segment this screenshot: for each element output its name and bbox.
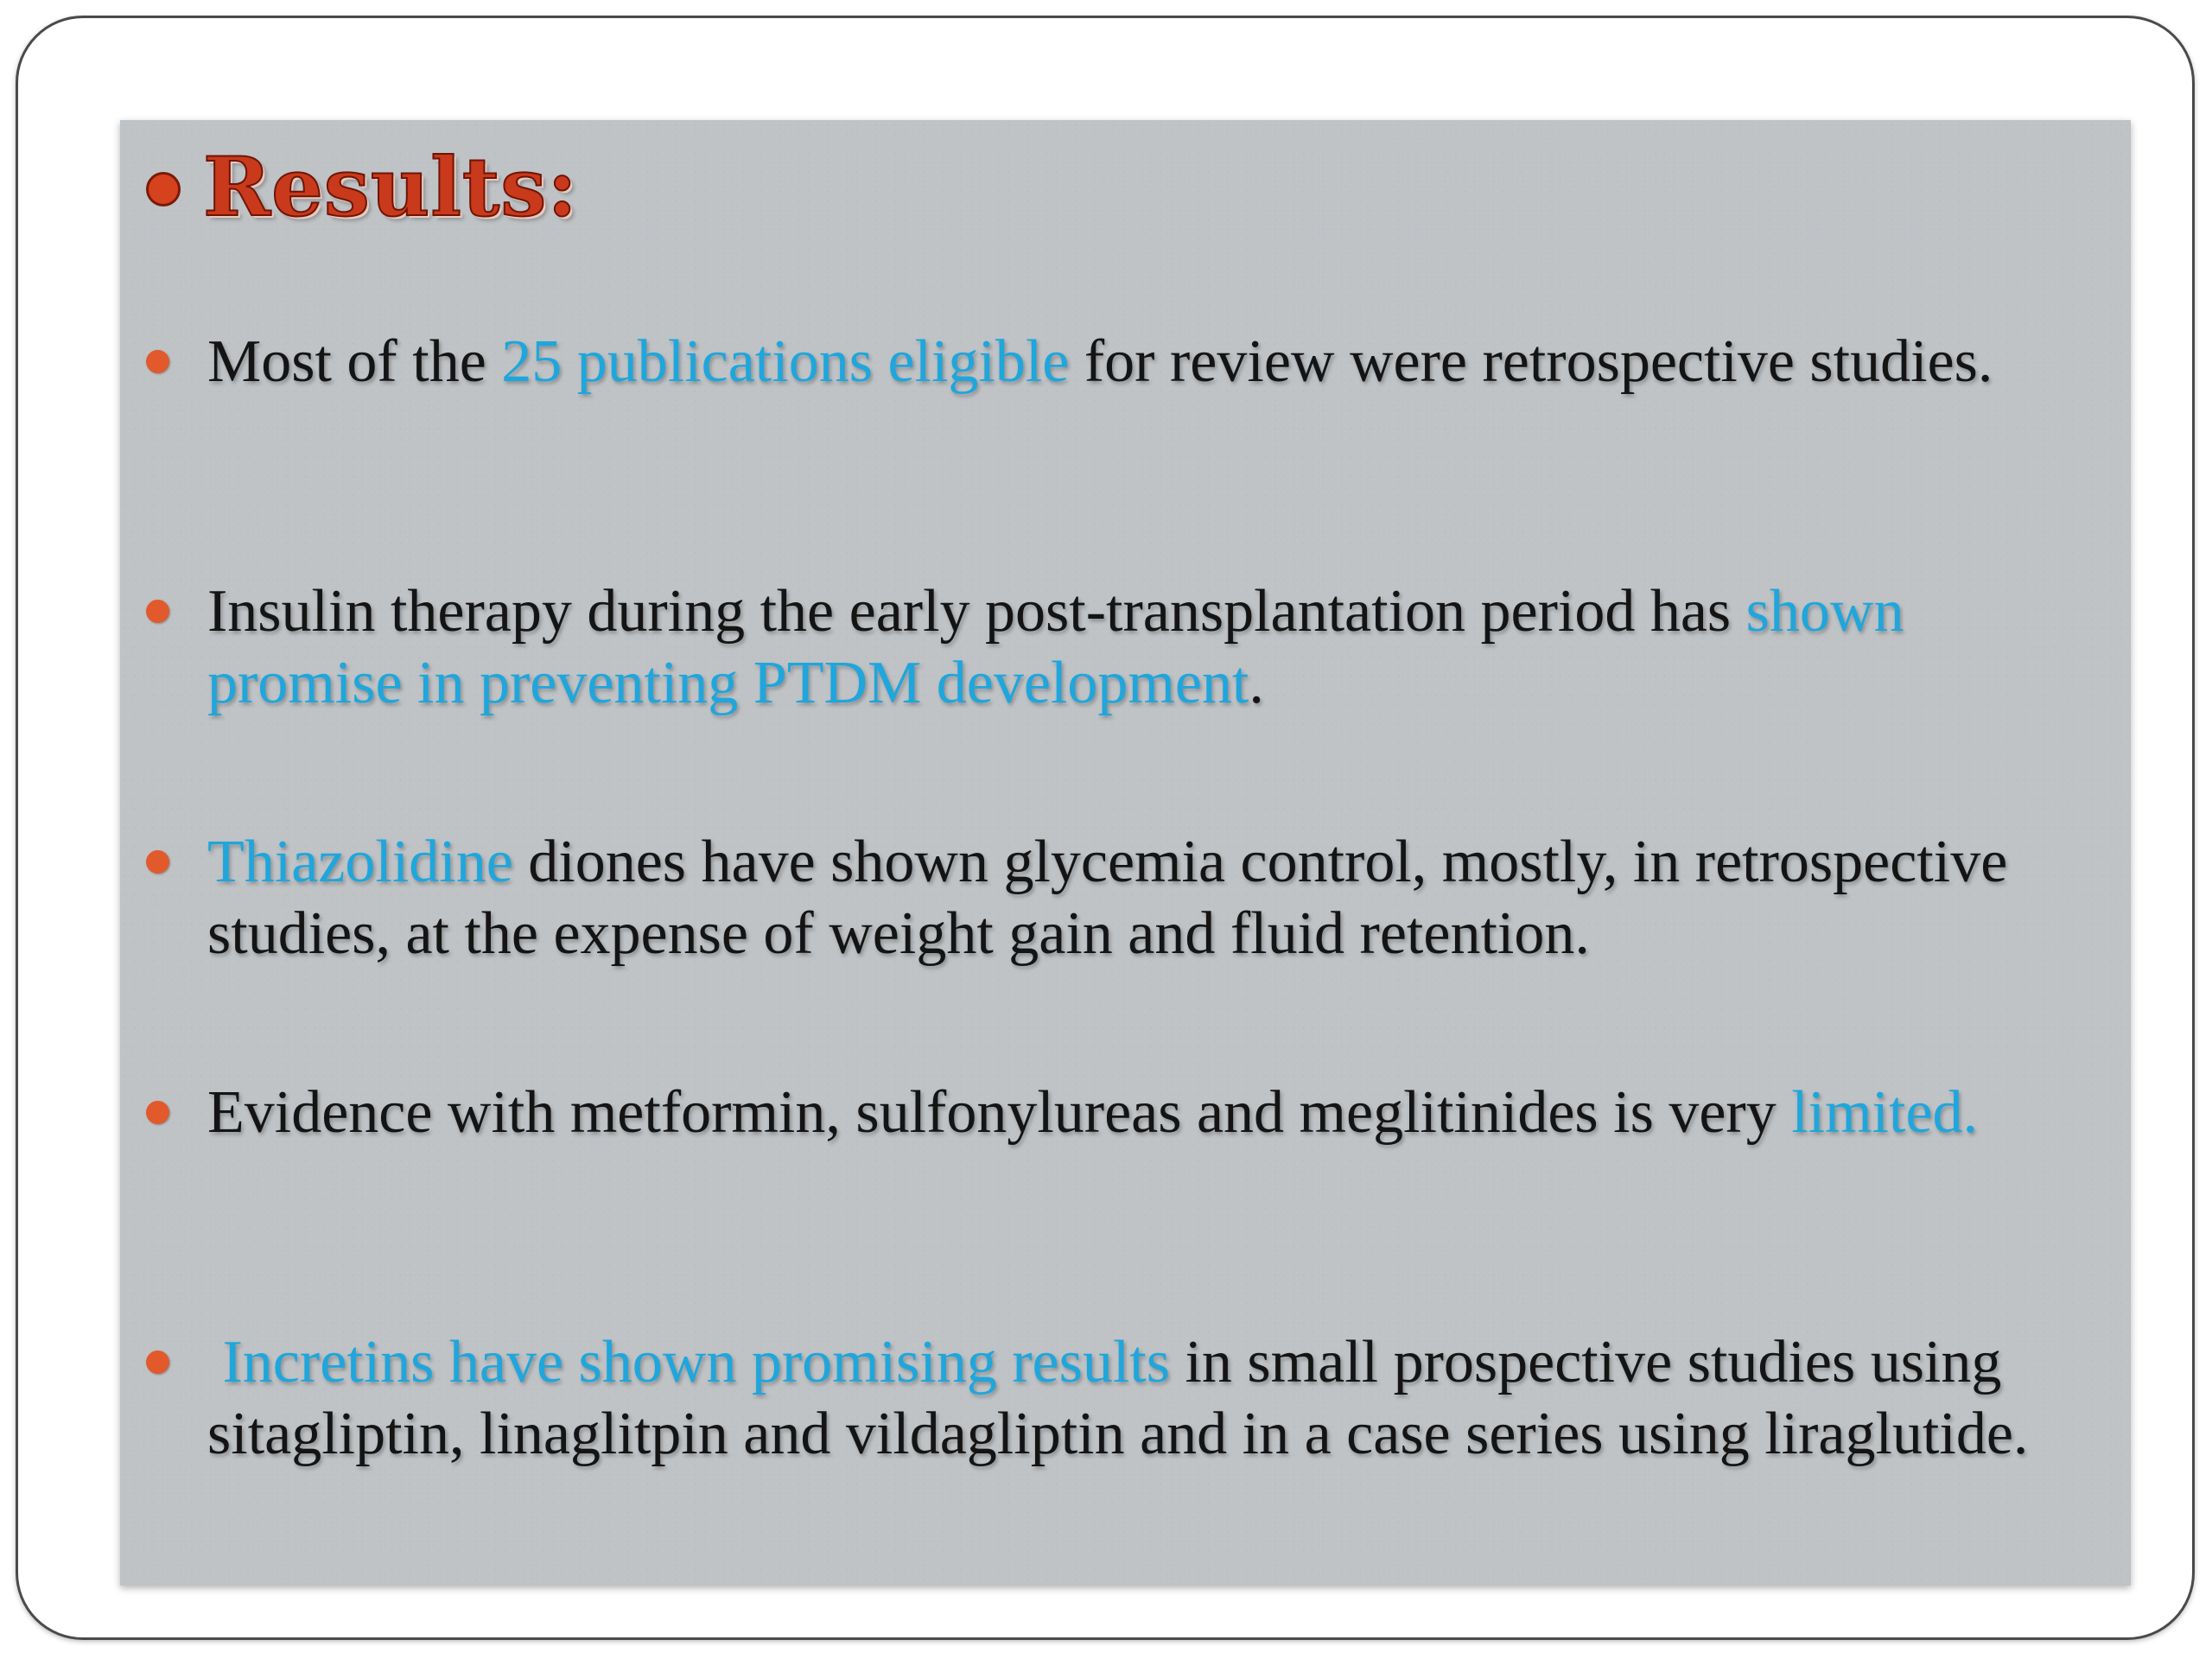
bullet-item-incretins — [146, 1326, 2099, 1470]
bullet-text: Most of the 25 publications eligible for review were retrospective studies. — [207, 328, 1993, 395]
bullet-item-evidence — [146, 1077, 2099, 1148]
highlight-text: shown promise in preventing PTDM development — [207, 578, 1904, 716]
bullet-dot-icon — [146, 1351, 169, 1374]
bullet-dot-icon — [146, 850, 169, 874]
bullet-text: Thiazolidine diones have shown glycemia control, mostly, in retrospective studies, at the expense of weight gain and fluid retention. — [207, 829, 2008, 967]
content-panel — [120, 120, 2131, 1586]
slide-title: Results: — [203, 140, 578, 235]
highlight-text: Thiazolidine — [207, 829, 513, 895]
bullet-dot-icon — [146, 600, 169, 623]
bullet-text: Evidence with metformin, sulfonylureas and meglitinides is very limited. — [207, 1079, 1979, 1146]
bullet-text: Insulin therapy during the early post-transplantation period has shown promise in preventing PTDM development. — [207, 578, 1904, 716]
highlight-text: 25 publications eligible — [501, 328, 1070, 395]
bullet-item-thiazolidine — [146, 826, 2099, 969]
slide-frame — [16, 16, 2195, 1640]
title-bullet-icon — [146, 172, 181, 207]
bullet-item-insulin — [146, 575, 2099, 719]
bullet-dot-icon — [146, 1101, 169, 1124]
highlight-text: Incretins have shown promising results — [207, 1329, 1170, 1395]
highlight-text: limited. — [1791, 1079, 1979, 1146]
title-row — [146, 127, 578, 248]
bullet-text: Incretins have shown promising results in small prospective studies using sitagliptin, linaglitpin and vildagliptin and in a case series using liraglutide. — [207, 1329, 2029, 1467]
bullet-item-publications — [146, 326, 2099, 397]
bullet-dot-icon — [146, 350, 169, 373]
